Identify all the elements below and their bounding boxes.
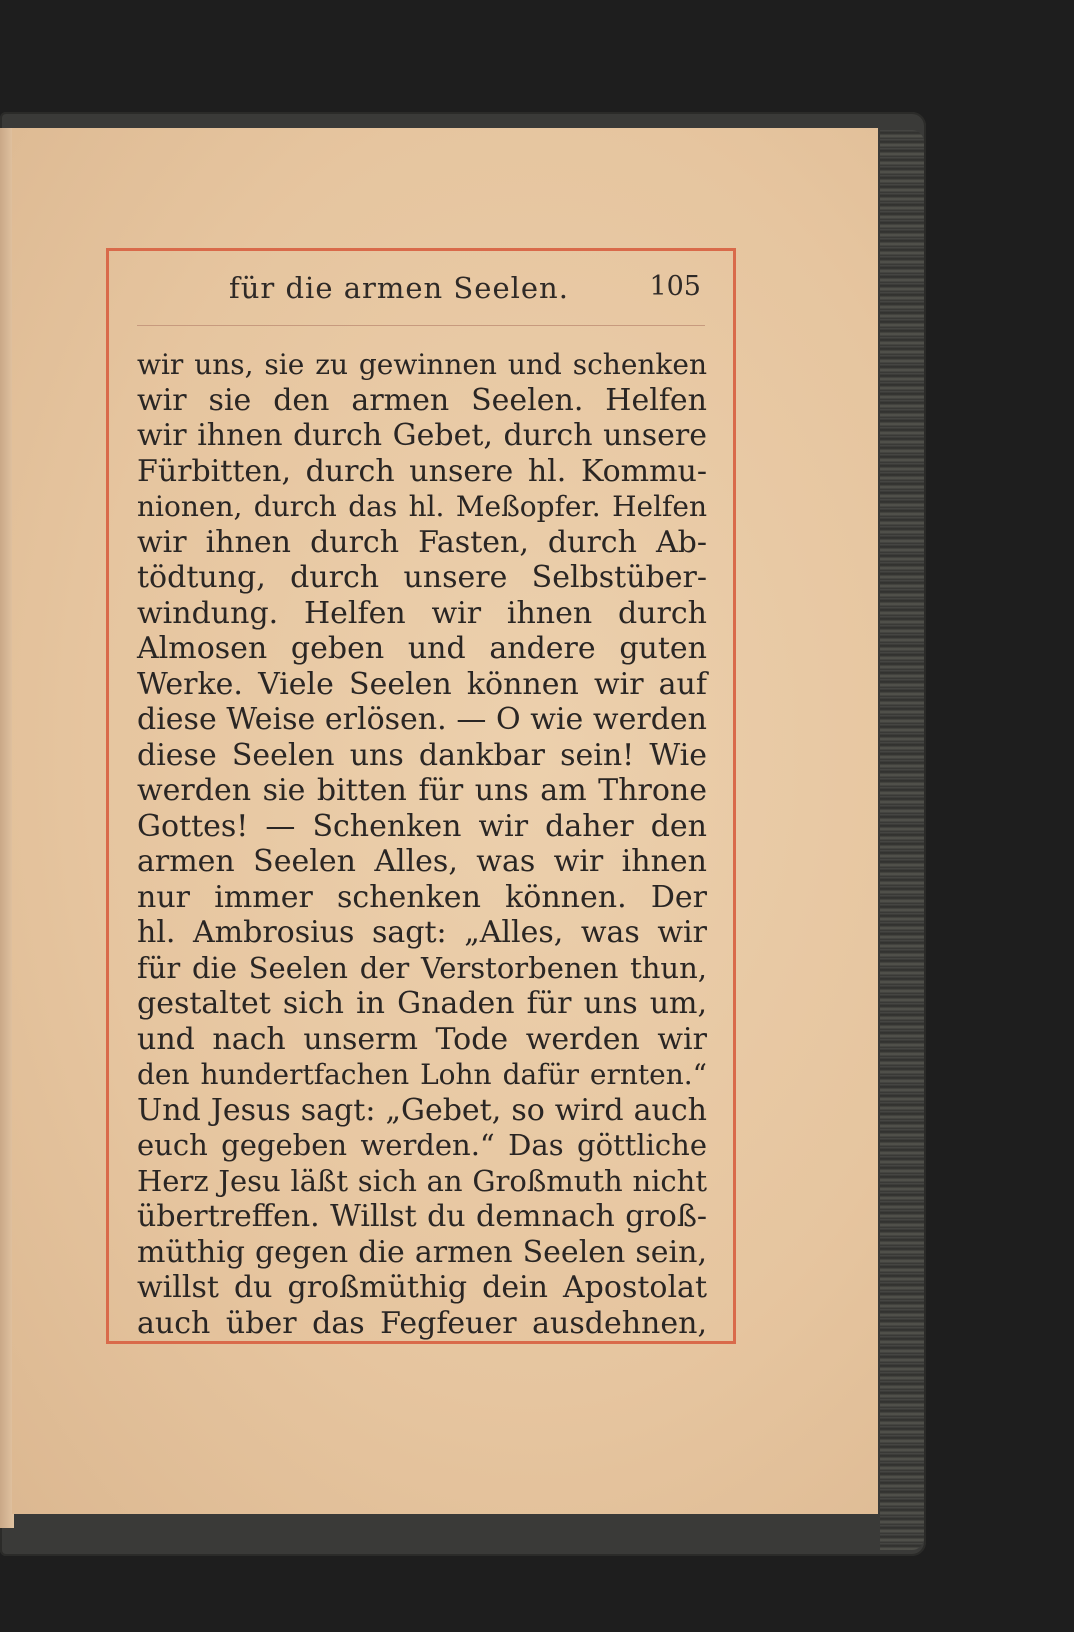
page-number: 105 — [649, 271, 701, 302]
text-line: nionen, durch das hl. Meßopfer. Helfen — [137, 490, 707, 523]
text-line: Und Jesus sagt: „Gebet, so wird auch — [137, 1092, 707, 1128]
text-line: müthig gegen die armen Seelen sein, — [137, 1234, 707, 1270]
red-page-frame — [106, 248, 736, 1344]
text-line: wir uns, sie zu gewinnen und schenken — [137, 348, 707, 381]
book-page — [12, 128, 878, 1514]
page-header — [109, 263, 733, 313]
text-line: hl. Ambrosius sagt: „Alles, was wir — [137, 915, 707, 950]
text-line: diese Weise erlösen. — O wie werden — [137, 702, 707, 737]
text-line: willst du großmüthig dein Apostolat — [137, 1270, 707, 1305]
text-line: wir sie den armen Seelen. Helfen — [137, 382, 707, 418]
text-line: und nach unserm Tode werden wir — [137, 1021, 707, 1057]
text-line: für die Seelen der Verstorbenen thun, — [137, 950, 707, 985]
text-line: Gottes! — Schenken wir daher den — [137, 808, 707, 844]
text-line: Fürbitten, durch unsere hl. Kommu- — [137, 453, 707, 489]
body-text — [137, 347, 707, 1341]
text-line: diese Seelen uns dankbar sein! Wie — [137, 737, 707, 773]
text-line: gestaltet sich in Gnaden für uns um, — [137, 986, 707, 1021]
text-line: werden sie bitten für uns am Throne — [137, 773, 707, 808]
text-line: Werke. Viele Seelen können wir auf — [137, 666, 707, 702]
text-line: nur immer schenken können. Der — [137, 879, 707, 915]
text-line: wir ihnen durch Gebet, durch unsere — [137, 418, 707, 453]
running-title: für die armen Seelen. — [229, 271, 569, 305]
text-line: Almosen geben und andere guten — [137, 631, 707, 666]
text-line: windung. Helfen wir ihnen durch — [137, 595, 707, 631]
text-line: euch gegeben werden.“ Das göttliche — [137, 1128, 707, 1162]
text-line: den hundertfachen Lohn dafür ernten.“ — [137, 1058, 707, 1091]
text-line: armen Seelen Alles, was wir ihnen — [137, 844, 707, 879]
book-spine-edge — [880, 130, 924, 1550]
text-line: übertreffen. Willst du demnach groß- — [137, 1199, 707, 1234]
text-line: auch über das Fegfeuer ausdehnen, — [137, 1305, 707, 1341]
text-line: wir ihnen durch Fasten, durch Ab- — [137, 524, 707, 560]
header-rule — [137, 325, 705, 326]
text-line: tödtung, durch unsere Selbstüber- — [137, 560, 707, 595]
text-line: Herz Jesu läßt sich an Großmuth nicht — [137, 1163, 707, 1198]
